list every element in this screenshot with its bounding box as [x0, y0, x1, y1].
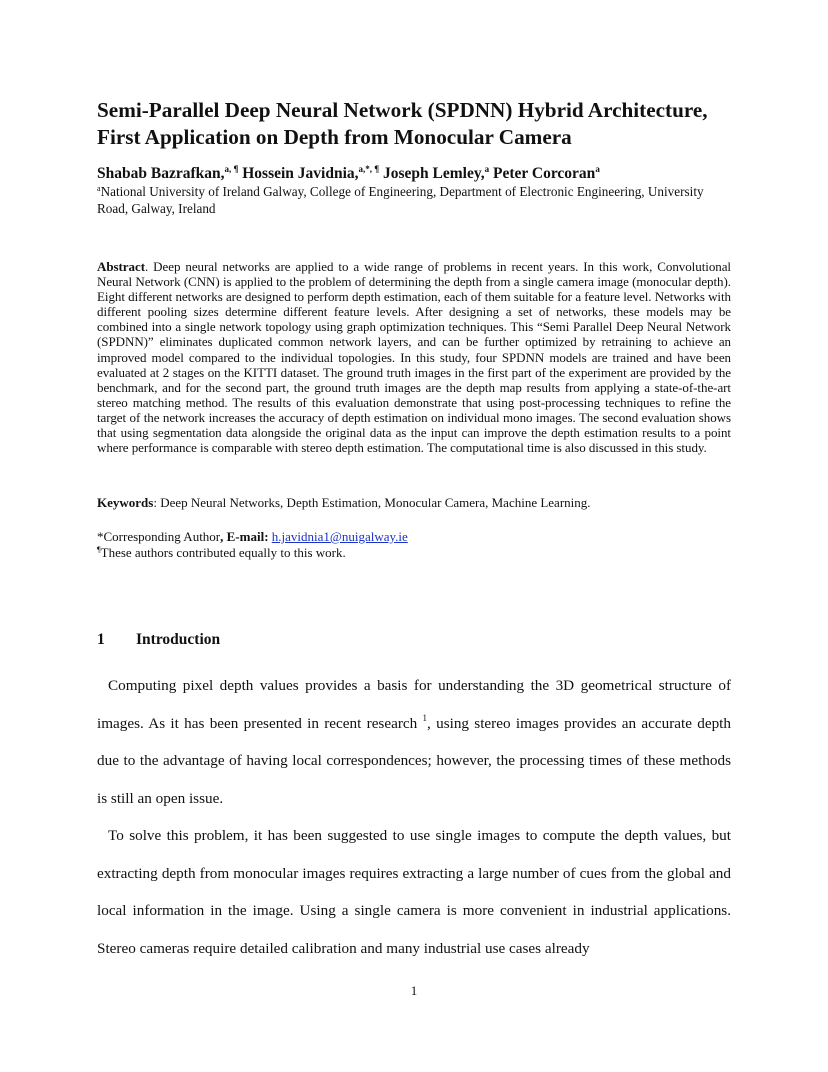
- p1-text-a: Computing pixel depth values provides a basis for understanding the 3D geometrical structure of images. As it has been presented in recent research: [97, 677, 731, 732]
- corresponding-label: *Corresponding Author: [97, 529, 221, 544]
- keywords-label: Keywords: [97, 495, 154, 510]
- abstract: [97, 259, 731, 455]
- intro-paragraph-2: To solve this problem, it has been suggested to use single images to compute the depth values, but extracting depth from monocular images requires extracting a large number of cues from the global and local information in the image. Using a single camera is more convenient in industrial applications. Stereo cameras require detailed calibration and many industrial use cases already: [97, 827, 731, 957]
- corresponding-author: [97, 529, 731, 545]
- author-affiliation-mark: a,*, ¶: [358, 164, 380, 174]
- section-heading: [97, 630, 731, 650]
- author-list: [97, 164, 737, 184]
- author-name: Peter Corcoran: [493, 165, 596, 182]
- paper-title: [97, 97, 737, 151]
- title-line-2: First Application on Depth from Monocular Camera: [97, 125, 572, 149]
- citation-ref: 1: [422, 712, 428, 723]
- equal-contribution-note: [97, 545, 731, 561]
- keywords: [97, 495, 731, 511]
- email-link[interactable]: h.javidnia1@nuigalway.ie: [271, 529, 408, 544]
- author-name: Shabab Bazrafkan,: [97, 165, 225, 182]
- contrib-mark: ¶: [97, 545, 101, 554]
- page-number: 1: [410, 983, 418, 998]
- section-title: Introduction: [136, 631, 221, 648]
- author-affiliation-mark: a, ¶: [224, 164, 239, 174]
- author-affiliation-mark: a: [595, 164, 600, 174]
- title-line-1: Semi-Parallel Deep Neural Network (SPDNN) Hybrid Architecture,: [97, 98, 708, 122]
- author-name: Hossein Javidnia,: [242, 165, 359, 182]
- abstract-label: Abstract: [97, 259, 145, 274]
- contrib-text: These authors contributed equally to this work.: [100, 545, 346, 560]
- abstract-text: . Deep neural networks are applied to a wide range of problems in recent years. In this work, Convolutional Neural Network (CNN) is applied to the problem of determining the depth from a single camera image (monocular depth). Eight different networks are designed to perform depth estimation, each of them suitable for a feature level. Networks with different pooling sizes determine different feature levels. After designing a set of networks, these models may be combined into a single network topology using graph optimization techniques. This “Semi Parallel Deep Neural Network (SPDNN)” eliminates duplicated common network layers, and can be further optimized by retraining to achieve an improved model compared to the individual topologies. In this study, four SPDNN models are trained and have been evaluated at 2 stages on the KITTI dataset. The ground truth images in the first part of the experiment are provided by the benchmark, and for the second part, the ground truth images are the depth map results from applying a state-of-the-art stereo matching method. The results of this evaluation demonstrate that using post-processing techniques to refine the target of the network increases the accuracy of depth estimation on individual mono images. The second evaluation shows that using segmentation data alongside the original data as the input can improve the depth estimation results to a point where performance is comparable with stereo depth estimation. The computational time is also discussed in this study.: [97, 259, 731, 456]
- intro-paragraph-1: [97, 667, 731, 817]
- section-number: 1: [97, 631, 105, 648]
- affiliation-mark: a: [97, 184, 101, 193]
- corresponding-separator: , E-mail:: [220, 529, 272, 544]
- author-affiliation-mark: a: [484, 164, 490, 174]
- author-name: Joseph Lemley,: [383, 165, 485, 182]
- affiliation: [97, 183, 731, 217]
- keywords-text: : Deep Neural Networks, Depth Estimation, Monocular Camera, Machine Learning.: [153, 495, 591, 510]
- p1-text-b: , using stereo images provides an accurate depth due to the advantage of having local correspondences; however, the processing times of these methods is still an open issue.: [97, 714, 731, 807]
- affiliation-text: National University of Ireland Galway, College of Engineering, Department of Electronic Engineering, University Road, Galway, Ireland: [97, 184, 704, 216]
